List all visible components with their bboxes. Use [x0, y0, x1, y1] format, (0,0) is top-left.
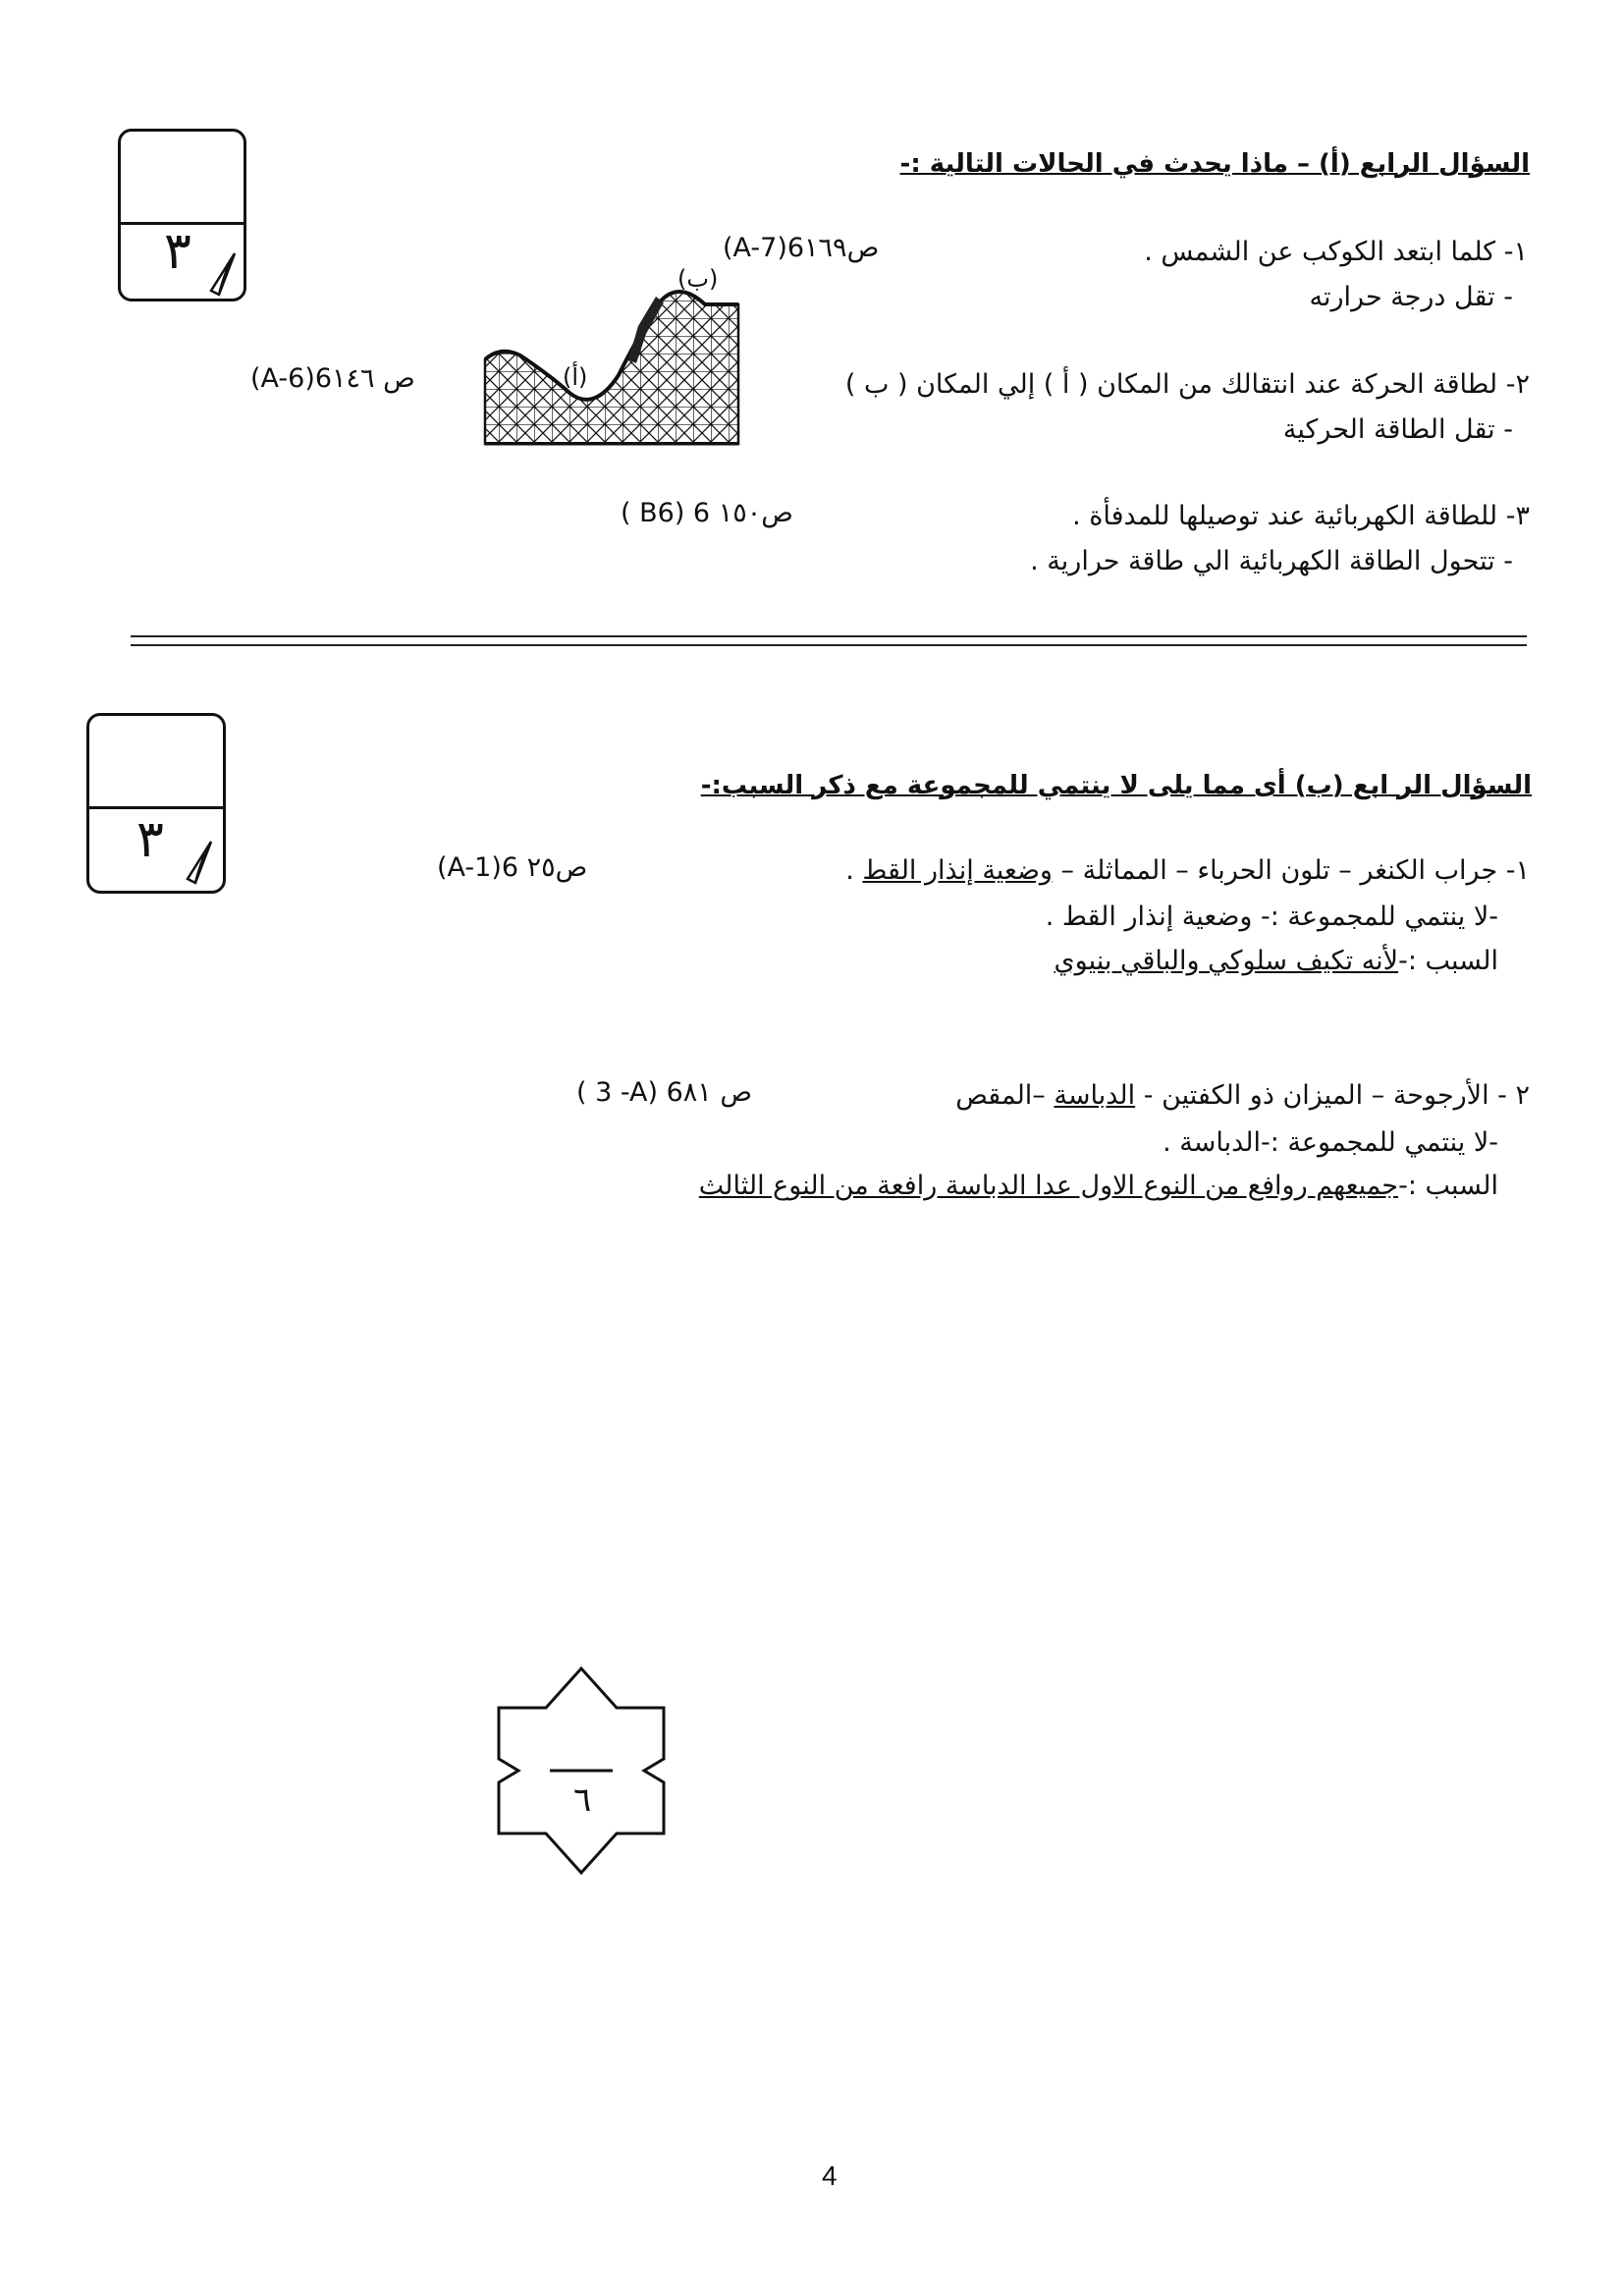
section-b-q1-items [845, 855, 1530, 886]
section-a-q1-text: ١- كلما ابتعد الكوكب عن الشمس . [1144, 237, 1528, 267]
score-box-section-a [118, 129, 246, 301]
reason-label: السبب :- [1398, 946, 1498, 976]
score-value: ٣ [136, 810, 164, 869]
q2-odd-item: الدباسة [1054, 1080, 1136, 1111]
figure-label-a: (أ) [563, 363, 588, 391]
section-b-q2-odd: -لا ينتمي للمجموعة :-الدباسة . [1163, 1127, 1498, 1158]
section-b-q2-reason-line [699, 1171, 1498, 1201]
reason-text: لأنه تكيف سلوكي والباقي بنيوي [1054, 946, 1399, 976]
page-curl-icon [182, 840, 217, 885]
section-b-q1-reason-line [1055, 946, 1498, 976]
section-b-q2-ref: ( 3 -A) 6ص ٨١ [576, 1077, 753, 1108]
q1-items-prefix: ١- جراب الكنغر – تلون الحرباء – المماثلة – [1060, 855, 1530, 886]
score-value: ٣ [164, 222, 191, 281]
score-box-section-b [86, 713, 226, 894]
section-a-q3-answer: - تتحول الطاقة الكهربائية الي طاقة حرارية . [1030, 546, 1513, 576]
page-number: 4 [822, 2160, 838, 2191]
section-a-q1-ref: (A-7)6ص١٦٩ [723, 233, 880, 263]
roller-coaster-figure [481, 265, 746, 454]
figure-label-b: (ب) [677, 265, 719, 293]
section-a-q3-ref: ( B6) 6 ص١٥٠ [621, 498, 793, 528]
score-box-blank [121, 132, 243, 225]
q2-items-suffix: –المقص [955, 1080, 1046, 1111]
total-score-value: ٦ [573, 1780, 592, 1820]
reason-text: جميعهم روافع من النوع الاول عدا الدباسة رافعة من النوع الثالث [698, 1171, 1399, 1201]
q2-items-prefix: ٢ - الأرجوحة – الميزان ذو الكفتين - [1143, 1080, 1530, 1111]
reason-label: السبب :- [1398, 1171, 1498, 1201]
section-b-q1-odd: -لا ينتمي للمجموعة :- وضعية إنذار القط . [1045, 902, 1498, 932]
page-curl-icon [205, 251, 241, 297]
section-b-heading: السؤال الر ابع (ب) أى مما يلى لا ينتمي للمجموعة مع ذكر السبب:- [700, 771, 1532, 800]
section-separator [131, 635, 1527, 637]
section-a-heading: السؤال الرابع (أ) – ماذا يحدث في الحالات التالية :- [899, 149, 1530, 179]
total-score-star [491, 1665, 673, 1876]
q1-items-suffix: . [845, 855, 854, 886]
section-a-q2-answer: - تقل الطاقة الحركية [1282, 414, 1513, 445]
q1-odd-item: وضعية إنذار القط [862, 855, 1053, 886]
section-a-q3-text: ٣- للطاقة الكهربائية عند توصيلها للمدفأة . [1072, 501, 1530, 531]
score-box-blank [89, 716, 223, 809]
section-b-q1-ref: (A-1)6 ص٢٥ [437, 852, 588, 883]
section-a-q1-answer: - تقل درجة حرارته [1309, 282, 1513, 312]
section-separator [131, 644, 1527, 646]
section-a-q2-ref: (A-6)6ص ١٤٦ [250, 363, 415, 394]
section-b-q2-items [955, 1080, 1530, 1111]
section-a-q2-text: ٢- لطاقة الحركة عند انتقالك من المكان ( أ ) إلي المكان ( ب ) [844, 369, 1530, 400]
